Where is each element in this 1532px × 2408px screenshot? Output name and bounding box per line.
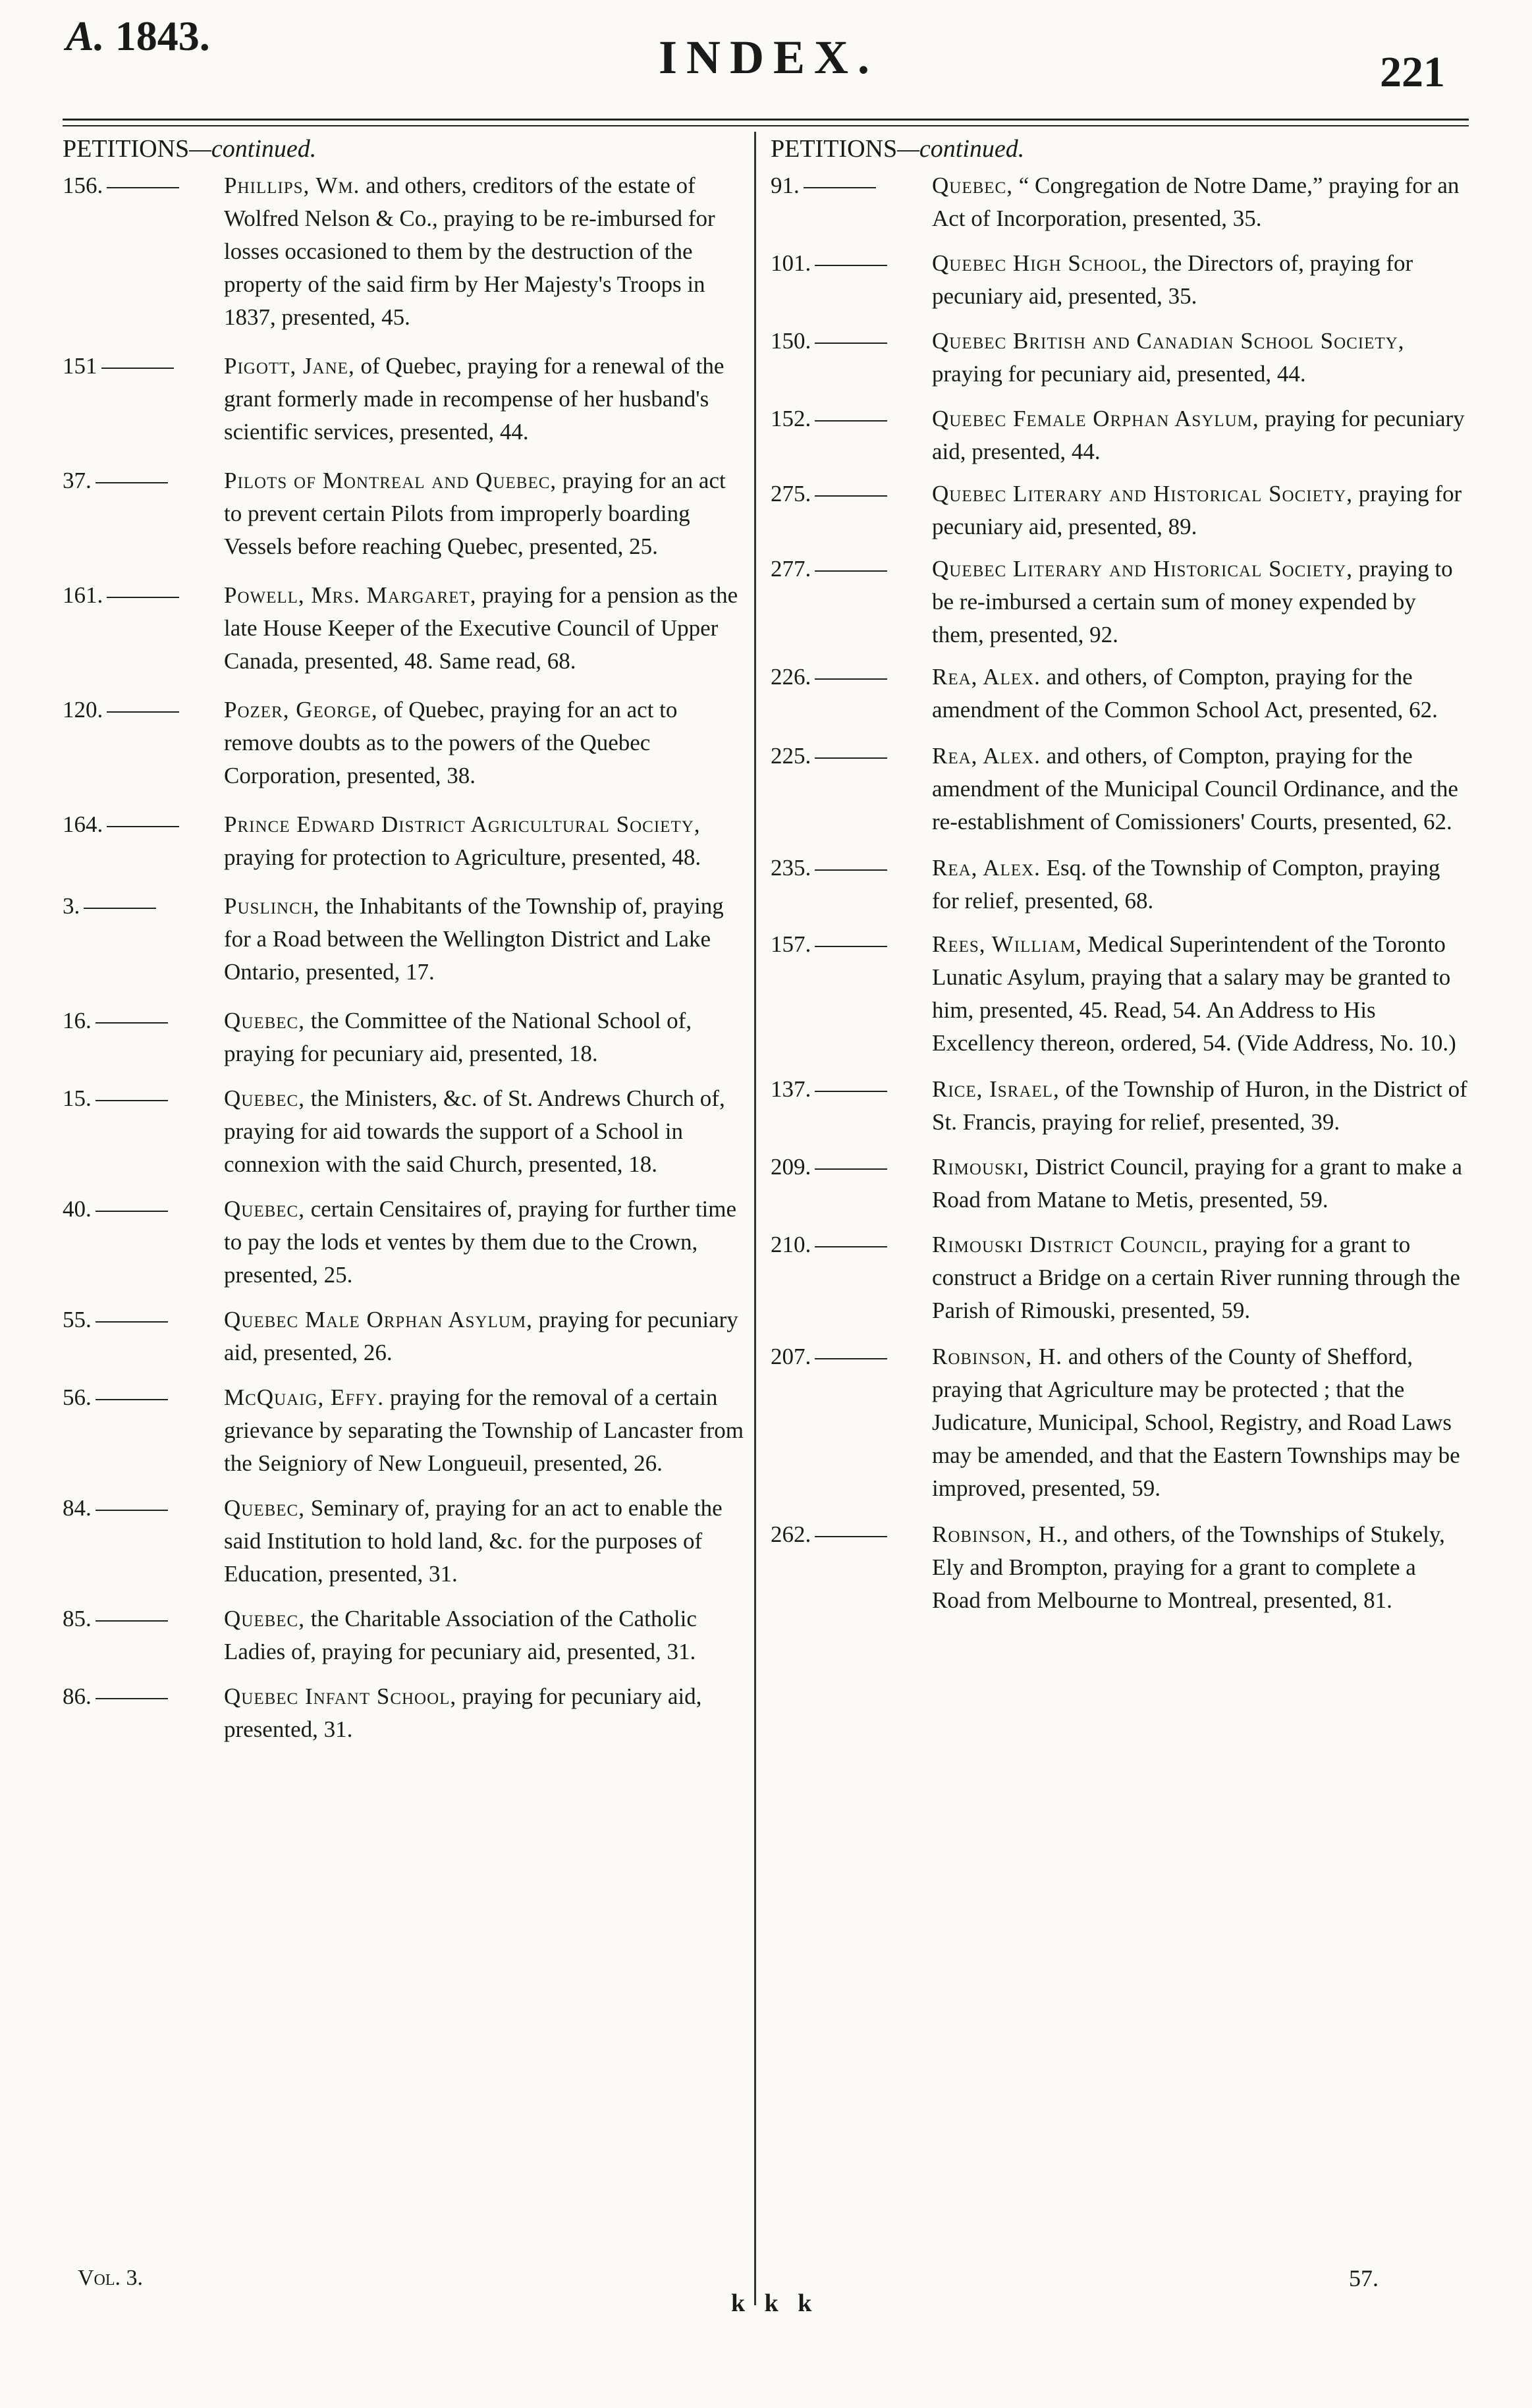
entry-leader-dash: [96, 1211, 168, 1212]
entry-number: [771, 478, 887, 510]
entry-description: the Inhabitants of the Township of, praying for a Road between the Wellington District and Lake Ontario, presented, 17.: [224, 893, 724, 985]
left-section-continued: —continued.: [189, 135, 317, 163]
entry-text: [932, 1340, 1469, 1505]
entry-text: [932, 478, 1469, 543]
entry-number-text: 164.: [63, 811, 103, 837]
entry-leader-dash: [815, 869, 887, 871]
entry-number-text: 56.: [63, 1384, 92, 1410]
entry-name: Quebec Literary and Historical Society,: [932, 481, 1353, 506]
entry-number: [771, 852, 887, 885]
entry-description: Seminary of, praying for an act to enable the said Institution to hold land, &c. for the purposes of Education, presented, 31.: [224, 1495, 723, 1587]
entry-number-text: 161.: [63, 582, 103, 608]
index-entry: [771, 402, 1469, 468]
entry-name: Quebec,: [224, 1008, 305, 1033]
entry-number: [771, 1073, 887, 1106]
entry-number: [771, 740, 887, 773]
entry-leader-dash: [84, 908, 156, 909]
entry-leader-dash: [107, 597, 179, 598]
right-section-heading: [771, 128, 1469, 169]
index-entry: [771, 1073, 1469, 1139]
entry-number-text: 101.: [771, 250, 811, 276]
index-entry: [771, 1340, 1469, 1505]
entry-leader-dash: [815, 570, 887, 572]
entry-name: Robinson, H.,: [932, 1521, 1069, 1547]
entry-description: praying for pecuniary aid, presented, 31.: [224, 1683, 702, 1742]
entry-name: Powell, Mrs. Margaret,: [224, 582, 477, 608]
entry-leader-dash: [107, 826, 179, 827]
entry-description: praying for pecuniary aid, presented, 26.: [224, 1307, 738, 1365]
entry-number-text: 152.: [771, 406, 811, 431]
header-rule-top: [63, 119, 1469, 121]
entry-leader-dash: [96, 1321, 168, 1323]
index-entry: [63, 694, 748, 792]
entry-text: [932, 1518, 1469, 1617]
entry-number: [771, 402, 887, 435]
page-header-year: [66, 12, 210, 61]
entry-number-text: 37.: [63, 468, 92, 493]
index-entry: [63, 1082, 748, 1181]
footer-volume: Vol. 3.: [78, 2266, 144, 2290]
header-letter: A.: [66, 13, 105, 59]
entry-leader-dash: [815, 757, 887, 759]
entry-leader-dash: [815, 946, 887, 947]
entry-number-text: 16.: [63, 1008, 92, 1033]
entry-description: and others, creditors of the estate of Wolfred Nelson & Co., praying to be re-imbursed for losses occasioned to them by the destruction of the property of the said firm by Her Majesty's Troops in 1837, presented, 45.: [224, 173, 715, 330]
index-entry: [771, 852, 1469, 917]
column-divider: [754, 132, 756, 2305]
entry-number: [63, 808, 179, 841]
index-entry: [63, 1602, 748, 1668]
entry-leader-dash: [96, 1510, 168, 1511]
entry-number-text: 150.: [771, 328, 811, 354]
entry-description: praying for an act to prevent certain Pilots from improperly boarding Vessels before reaching Quebec, presented, 25.: [224, 468, 726, 559]
entry-name: Quebec Male Orphan Asylum,: [224, 1307, 533, 1332]
entry-description: Esq. of the Township of Compton, praying for relief, presented, 68.: [932, 855, 1440, 914]
entry-text: [224, 1492, 748, 1591]
entry-description: and others, of Compton, praying for the amendment of the Municipal Council Ordinance, and the re-establishment of Comissioners' Courts, presented, 62.: [932, 743, 1458, 835]
entry-text: [224, 1602, 748, 1668]
entry-text: [932, 661, 1469, 726]
entry-name: Rea, Alex.: [932, 664, 1041, 690]
entry-text: [224, 1082, 748, 1181]
entry-number: [63, 1004, 168, 1037]
page-number: 221: [1380, 48, 1445, 96]
entry-number-text: 209.: [771, 1154, 811, 1180]
footer-signature: k k k: [731, 2289, 819, 2317]
entry-description: praying for protection to Agriculture, presented, 48.: [224, 844, 701, 870]
entry-leader-dash: [815, 420, 887, 422]
entry-name: Rea, Alex.: [932, 743, 1041, 769]
index-entry: [63, 1004, 748, 1070]
entry-name: Quebec Female Orphan Asylum,: [932, 406, 1259, 431]
right-entry-list: [771, 169, 1469, 1617]
entry-leader-dash: [815, 342, 887, 344]
entry-text: [932, 740, 1469, 838]
entry-text: [932, 247, 1469, 313]
entry-text: [932, 1228, 1469, 1327]
entry-number: [771, 928, 887, 961]
entry-number-text: 226.: [771, 664, 811, 690]
left-section-title: PETITIONS: [63, 135, 190, 163]
entry-text: [224, 579, 748, 678]
entry-number-text: 120.: [63, 697, 103, 723]
entry-name: McQuaig, Effy.: [224, 1384, 385, 1410]
index-entry: [63, 890, 748, 989]
entry-leader-dash: [815, 495, 887, 497]
entry-text: [224, 350, 748, 449]
entry-leader-dash: [815, 1536, 887, 1537]
entry-description: the Ministers, &c. of St. Andrews Church of, praying for aid towards the support of a School in connexion with the said Church, presented, 18.: [224, 1085, 725, 1177]
entry-number: [771, 1228, 887, 1261]
entry-number: [63, 1381, 168, 1414]
entry-name: Rees, William,: [932, 931, 1082, 957]
right-column: [771, 128, 1469, 1630]
entry-number: [771, 1340, 887, 1373]
entry-text: [224, 694, 748, 792]
entry-leader-dash: [96, 1698, 168, 1699]
entry-leader-dash: [815, 1246, 887, 1247]
entry-name: Rimouski,: [932, 1154, 1030, 1180]
entry-description: of Quebec, praying for a renewal of the grant formerly made in recompense of her husband's scientific services, presented, 44.: [224, 353, 725, 445]
entry-text: [932, 553, 1469, 651]
entry-number: [63, 169, 179, 202]
entry-number: [63, 1082, 168, 1115]
entry-text: [932, 1073, 1469, 1139]
entry-description: praying for pecuniary aid, presented, 44.: [932, 361, 1306, 387]
entry-leader-dash: [107, 187, 179, 188]
entry-description: of Quebec, praying for an act to remove doubts as to the powers of the Quebec Corporation, presented, 38.: [224, 697, 678, 788]
entry-number-text: 55.: [63, 1307, 92, 1332]
entry-number: [771, 325, 887, 358]
index-entry: [63, 1492, 748, 1591]
index-entry: [63, 808, 748, 874]
entry-text: [224, 169, 748, 334]
entry-text: [932, 325, 1469, 391]
entry-leader-dash: [96, 482, 168, 483]
entry-description: the Charitable Association of the Catholic Ladies of, praying for pecuniary aid, presented, 31.: [224, 1606, 697, 1664]
entry-number: [63, 1193, 168, 1226]
entry-text: [932, 928, 1469, 1060]
entry-number: [63, 464, 168, 497]
entry-number-text: 275.: [771, 481, 811, 506]
index-entry: [63, 1303, 748, 1369]
left-column: [63, 128, 748, 1758]
index-entry: [771, 1228, 1469, 1327]
right-section-continued: —continued.: [897, 135, 1025, 163]
entry-text: [224, 1303, 748, 1369]
entry-number-text: 15.: [63, 1085, 92, 1111]
entry-number: [63, 1602, 168, 1635]
index-entry: [63, 1193, 748, 1292]
entry-description: District Council, praying for a grant to make a Road from Matane to Metis, presented, 59.: [932, 1154, 1463, 1213]
entry-name: Quebec High School,: [932, 250, 1148, 276]
entry-description: certain Censitaires of, praying for further time to pay the lods et ventes by them due to the Crown, presented, 25.: [224, 1196, 737, 1288]
entry-description: praying for the removal of a certain grievance by separating the Township of Lancaster from the Seigniory of New Longueuil, presented, 26.: [224, 1384, 744, 1476]
entry-number: [63, 1303, 168, 1336]
entry-name: Rea, Alex.: [932, 855, 1041, 881]
entry-name: Robinson, H.: [932, 1344, 1062, 1369]
entry-description: praying to be re-imbursed a certain sum of money expended by them, presented, 92.: [932, 556, 1453, 647]
entry-text: [224, 464, 748, 563]
entry-leader-dash: [815, 678, 887, 680]
header-rule-bottom: [63, 125, 1469, 126]
entry-description: and others, of the Townships of Stukely, Ely and Brompton, praying for a grant to complete a Road from Melbourne to Montreal, presented, 81.: [932, 1521, 1445, 1613]
entry-description: praying for pecuniary aid, presented, 89.: [932, 481, 1462, 539]
index-entry: [63, 1381, 748, 1480]
index-entry: [63, 169, 748, 334]
index-entry: [771, 325, 1469, 391]
entry-number-text: 235.: [771, 855, 811, 881]
index-entry: [771, 247, 1469, 313]
entry-text: [932, 1151, 1469, 1217]
index-entry: [771, 1518, 1469, 1617]
entry-number: [771, 169, 876, 202]
entry-number-text: 262.: [771, 1521, 811, 1547]
entry-description: Medical Superintendent of the Toronto Lunatic Asylum, praying that a salary may be granted to him, presented, 45. Read, 54. An Address to His Excellency thereon, ordered, 54. (Vide Address, No. 10.): [932, 931, 1456, 1056]
entry-description: of the Township of Huron, in the District of St. Francis, praying for relief, presented, 39.: [932, 1076, 1467, 1135]
entry-text: [932, 852, 1469, 917]
entry-text: [224, 890, 748, 989]
entry-number-text: 225.: [771, 743, 811, 769]
entry-name: Quebec,: [224, 1606, 305, 1631]
entry-leader-dash: [96, 1399, 168, 1400]
entry-text: [932, 402, 1469, 468]
index-entry: [63, 579, 748, 678]
entry-number: [63, 694, 179, 726]
entry-number: [771, 1151, 887, 1184]
entry-leader-dash: [107, 711, 179, 713]
entry-description: the Committee of the National School of, praying for pecuniary aid, presented, 18.: [224, 1008, 692, 1066]
entry-name: Quebec,: [224, 1196, 305, 1222]
header-year: 1843.: [115, 13, 210, 59]
entry-number-text: 91.: [771, 173, 800, 198]
entry-number-text: 210.: [771, 1232, 811, 1257]
left-entry-list: [63, 169, 748, 1746]
entry-number: [63, 350, 174, 383]
entry-leader-dash: [96, 1100, 168, 1101]
entry-number-text: 207.: [771, 1344, 811, 1369]
index-entry: [63, 1680, 748, 1746]
entry-name: Pilots of Montreal and Quebec,: [224, 468, 557, 493]
entry-text: [224, 808, 748, 874]
entry-number: [771, 247, 887, 280]
entry-description: the Directors of, praying for pecuniary aid, presented, 35.: [932, 250, 1413, 309]
entry-leader-dash: [101, 368, 174, 369]
entry-leader-dash: [96, 1022, 168, 1024]
entry-number-text: 40.: [63, 1196, 92, 1222]
entry-name: Pigott, Jane,: [224, 353, 355, 379]
entry-name: Puslinch,: [224, 893, 320, 919]
entry-number: [63, 1680, 168, 1713]
entry-leader-dash: [96, 1620, 168, 1622]
entry-name: Quebec,: [932, 173, 1013, 198]
entry-number-text: 85.: [63, 1606, 92, 1631]
entry-description: “ Congregation de Notre Dame,” praying for an Act of Incorporation, presented, 35.: [932, 173, 1460, 231]
entry-description: praying for pecuniary aid, presented, 44.: [932, 406, 1465, 464]
entry-number: [771, 553, 887, 586]
index-entry: [771, 661, 1469, 726]
entry-description: and others of the County of Shefford, praying that Agriculture may be protected ; that the Judicature, Municipal, School, Registry, and Road Laws may be amended, and that the Eastern Townships may be improved, presented, 59.: [932, 1344, 1460, 1501]
index-entry: [771, 478, 1469, 543]
entry-leader-dash: [815, 265, 887, 266]
entry-number: [63, 579, 179, 612]
entry-leader-dash: [815, 1358, 887, 1359]
entry-name: Pozer, George,: [224, 697, 378, 723]
entry-number-text: 84.: [63, 1495, 92, 1521]
right-section-title: PETITIONS: [771, 135, 898, 163]
entry-number: [63, 1492, 168, 1525]
entry-name: Quebec Literary and Historical Society,: [932, 556, 1353, 582]
entry-text: [224, 1004, 748, 1070]
entry-leader-dash: [815, 1168, 887, 1170]
entry-description: and others, of Compton, praying for the amendment of the Common School Act, presented, 62.: [932, 664, 1438, 723]
page-title: INDEX.: [659, 31, 879, 84]
footer-sheet-number: 57.: [1349, 2265, 1379, 2291]
entry-number: [771, 661, 887, 694]
entry-leader-dash: [804, 187, 876, 188]
entry-number-text: 156.: [63, 173, 103, 198]
entry-name: Phillips, Wm.: [224, 173, 360, 198]
entry-text: [932, 169, 1469, 235]
entry-leader-dash: [815, 1091, 887, 1092]
entry-description: praying for a grant to construct a Bridge on a certain River running through the Parish of Rimouski, presented, 59.: [932, 1232, 1460, 1323]
entry-name: Quebec Infant School,: [224, 1683, 457, 1709]
entry-number-text: 137.: [771, 1076, 811, 1102]
entry-number-text: 151: [63, 353, 97, 379]
entry-number-text: 277.: [771, 556, 811, 582]
index-entry: [771, 1151, 1469, 1217]
entry-number: [771, 1518, 887, 1551]
index-entry: [63, 350, 748, 449]
entry-text: [224, 1381, 748, 1480]
index-entry: [771, 553, 1469, 651]
index-entry: [771, 740, 1469, 838]
index-entry: [63, 464, 748, 563]
entry-name: Quebec,: [224, 1495, 305, 1521]
entry-text: [224, 1680, 748, 1746]
entry-name: Rice, Israel,: [932, 1076, 1060, 1102]
entry-number-text: 86.: [63, 1683, 92, 1709]
entry-name: Quebec,: [224, 1085, 305, 1111]
index-entry: [771, 928, 1469, 1060]
entry-name: Quebec British and Canadian School Society,: [932, 328, 1405, 354]
entry-number: [63, 890, 156, 923]
entry-number-text: 3.: [63, 893, 80, 919]
entry-name: Prince Edward District Agricultural Society,: [224, 811, 701, 837]
entry-name: Rimouski District Council,: [932, 1232, 1209, 1257]
entry-text: [224, 1193, 748, 1292]
left-section-heading: [63, 128, 748, 169]
entry-description: praying for a pension as the late House Keeper of the Executive Council of Upper Canada, presented, 48. Same read, 68.: [224, 582, 738, 674]
entry-number-text: 157.: [771, 931, 811, 957]
index-entry: [771, 169, 1469, 235]
